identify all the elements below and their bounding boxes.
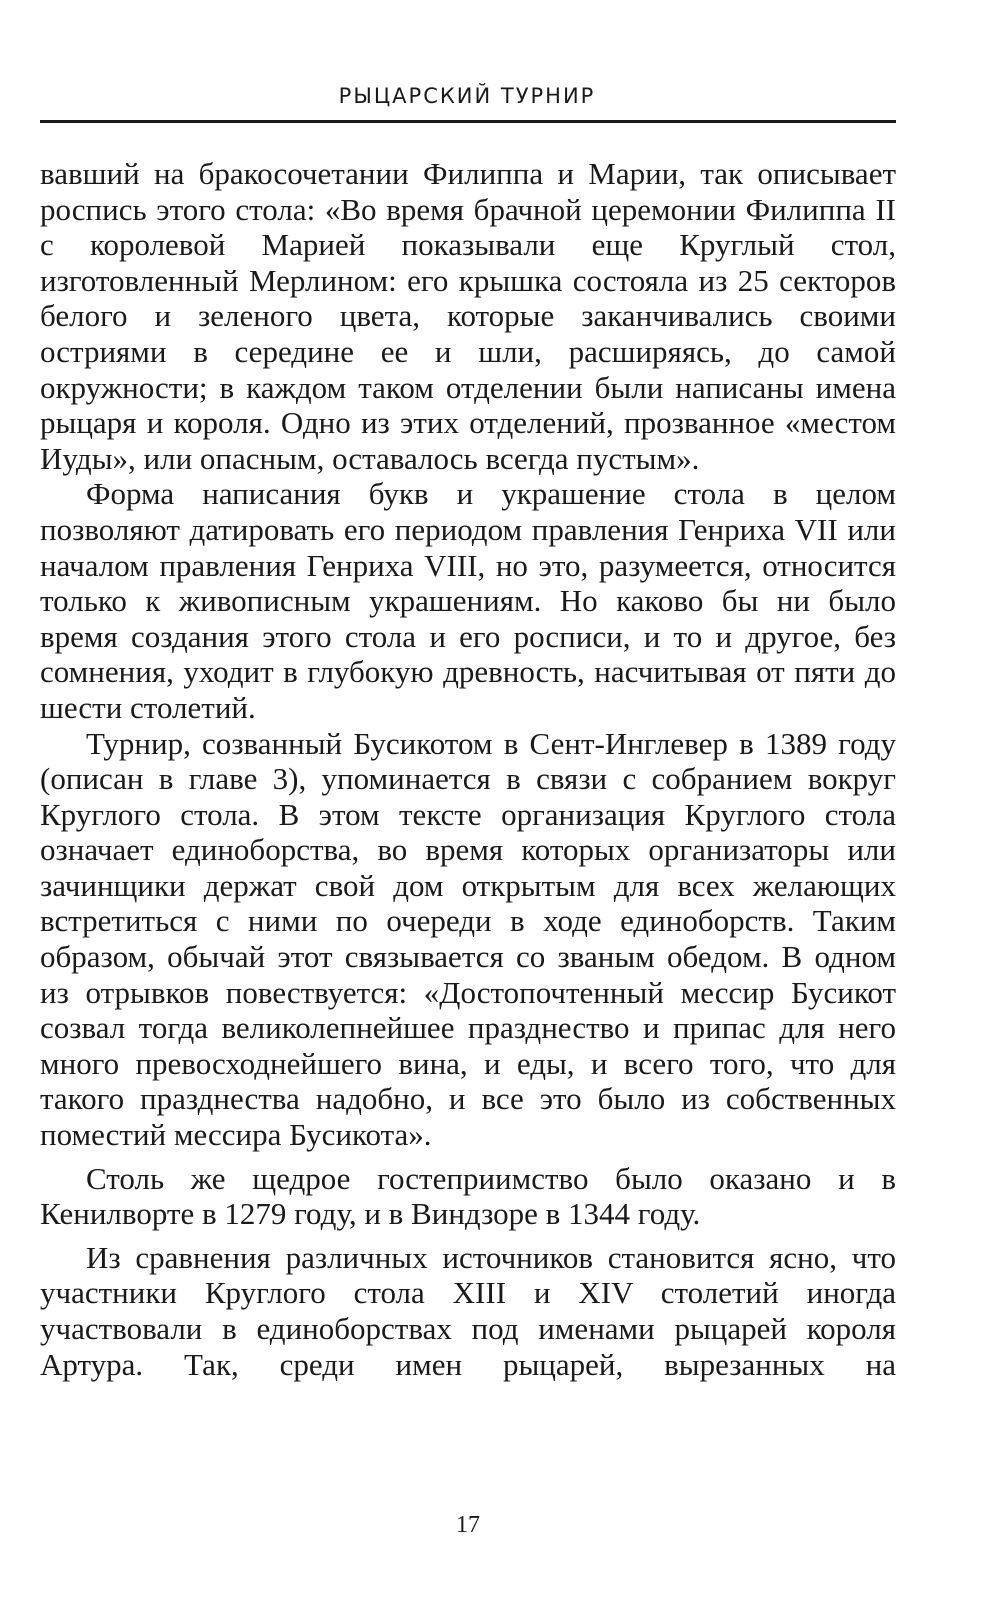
- paragraph-2: Форма написания букв и украшение стола в целом позволяют датировать его периодом правления Генриха VII или началом правления Генриха VIII, но это, разумеется, относится только к живописным украшениям. Но каково бы ни было время создания этого стола и его росписи, и то и другое, без сомнения, уходит в глубокую древность, насчитывая от пяти до шести столетий.: [40, 476, 896, 725]
- running-title: РЫЦАРСКИЙ ТУРНИР: [338, 84, 596, 108]
- paragraph-1: вавший на бракосочетании Филиппа и Марии, так описывает роспись этого стола: «Во время брачной церемонии Филиппа II с королевой Марией показывали еще Круглый стол, изготовленный Мерлином: его крышка состояла из 25 секторов белого и зеленого цвета, которые заканчивались своими остриями в середине ее и шли, расширяясь, до самой окружности; в каждом таком отделении были написаны имена рыцаря и короля. Одно из этих отделений, прозванное «местом Иуды», или опасным, оставалось всегда пустым».: [40, 156, 896, 476]
- header-rule: [40, 120, 896, 123]
- paragraph-3: Турнир, созванный Бусикотом в Сент-Инглевер в 1389 году (описан в главе 3), упоминается в связи с собранием вокруг Круглого стола. В этом тексте организация Круглого стола означает единоборства, во время которых организаторы или зачинщики держат свой дом открытым для всех желающих встретиться с ними по очереди в ходе единоборств. Таким образом, обычай этот связывается со званым обедом. В одном из отрывков повествуется: «Достопочтенный мессир Бусикот созвал тогда великолепнейшее празднество и припас для него много превосходнейшего вина, и еды, и всего того, что для такого празднества надобно, и все это было из собственных поместий мессира Бусикота».: [40, 725, 896, 1153]
- page-number: 17: [456, 1512, 480, 1538]
- paragraph-4: Столь же щедрое гостеприимство было оказано и в Кенилворте в 1279 году, и в Виндзоре в 1344 году.: [40, 1160, 896, 1232]
- body-text: [40, 156, 896, 1382]
- paragraph-5: Из сравнения различных источников становится ясно, что участники Круглого стола XIII и XIV столетий иногда участвовали в единоборствах под именами рыцарей короля Артура. Так, среди имен рыцарей, вырезанных на: [40, 1239, 896, 1382]
